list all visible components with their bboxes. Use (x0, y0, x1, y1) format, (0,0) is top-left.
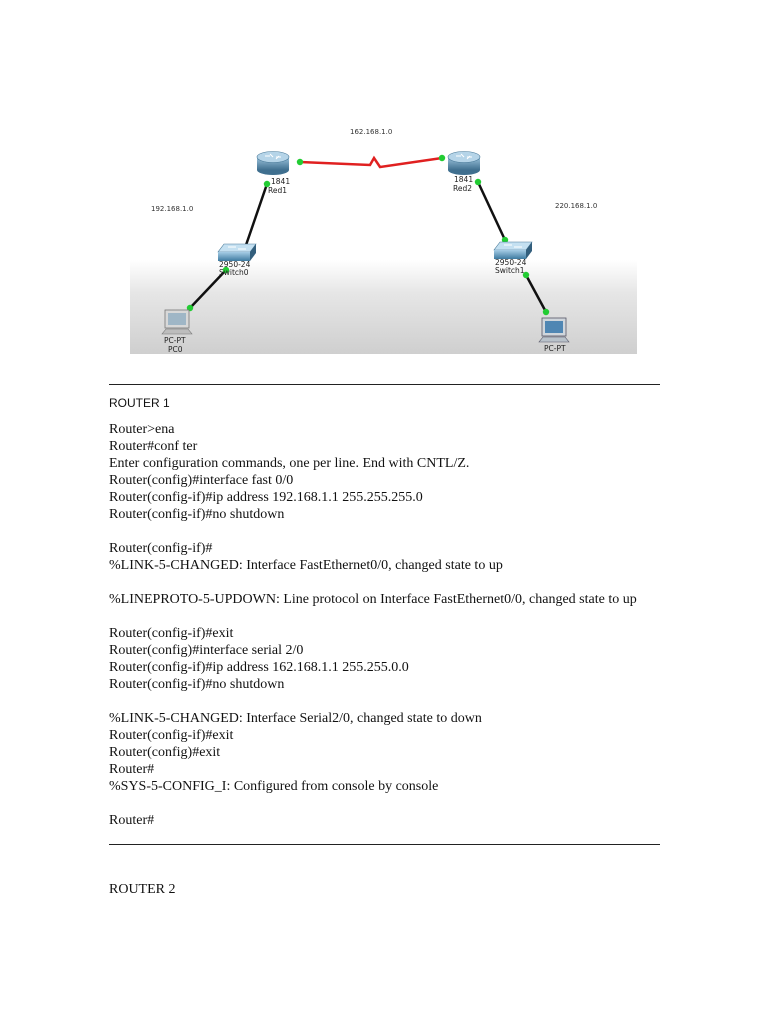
console-line: Router(config)#exit (109, 745, 221, 760)
pc0-name-label: PC0 (168, 345, 183, 354)
console-line: %LINK-5-CHANGED: Interface Serial2/0, changed state to down (109, 711, 482, 726)
network-label-right: 220.168.1.0 (555, 202, 598, 210)
console-line: Enter configuration commands, one per line. End with CNTL/Z. (109, 456, 470, 471)
ethernet-link-router1-switch0 (245, 184, 267, 248)
router-icon[interactable] (448, 152, 480, 176)
console-line (109, 608, 649, 625)
pc1-model-label: PC-PT (544, 344, 566, 353)
router-icon[interactable] (257, 152, 289, 176)
console-line: Router(config)#interface serial 2/0 (109, 643, 304, 658)
serial-link (300, 158, 442, 167)
switch0-model-label: 2950-24 (219, 260, 251, 269)
horizontal-rule (109, 384, 660, 385)
console-line (109, 523, 649, 540)
console-line: %LINK-5-CHANGED: Interface FastEthernet0/0, changed state to up (109, 558, 503, 573)
console-line: Router(config-if)#no shutdown (109, 507, 285, 522)
console-line: Router# (109, 813, 155, 828)
network-topology-diagram (130, 112, 637, 354)
switch1-model-label: 2950-24 (495, 258, 527, 267)
router-1-console-output (109, 421, 649, 829)
console-line: %SYS-5-CONFIG_I: Configured from console by console (109, 779, 439, 794)
pc0-model-label: PC-PT (164, 336, 186, 345)
console-line (109, 693, 649, 710)
console-line: Router(config-if)# (109, 541, 213, 556)
router2-name-label: Red2 (453, 184, 473, 193)
network-label-wan: 162.168.1.0 (350, 128, 393, 136)
switch1-name-label: Switch1 (495, 266, 525, 275)
switch-icon[interactable] (218, 244, 256, 261)
pc-icon[interactable] (162, 310, 192, 334)
console-line: Router>ena (109, 422, 175, 437)
section-heading-router-2: ROUTER 2 (109, 882, 176, 897)
console-line (109, 574, 649, 591)
console-line (109, 795, 649, 812)
topology-svg (130, 112, 637, 354)
section-heading-router-1: ROUTER 1 (109, 396, 170, 410)
console-line: Router# (109, 762, 155, 777)
router2-model-label: 1841 (454, 175, 474, 184)
network-label-left: 192.168.1.0 (151, 205, 194, 213)
console-line: Router(config)#interface fast 0/0 (109, 473, 294, 488)
router1-model-label: 1841 (271, 177, 291, 186)
console-line: Router(config-if)#ip address 162.168.1.1 255.255.0.0 (109, 660, 409, 675)
horizontal-rule (109, 844, 660, 845)
router1-name-label: Red1 (268, 186, 288, 195)
console-line: Router(config-if)#no shutdown (109, 677, 285, 692)
console-line: Router#conf ter (109, 439, 198, 454)
console-line: Router(config-if)#exit (109, 728, 234, 743)
console-line: Router(config-if)#exit (109, 626, 234, 641)
console-line: Router(config-if)#ip address 192.168.1.1 255.255.255.0 (109, 490, 423, 505)
pc-icon[interactable] (539, 318, 569, 342)
ethernet-link-router2-switch1 (478, 182, 505, 240)
switch-icon[interactable] (494, 242, 532, 259)
switch0-name-label: Switch0 (219, 268, 249, 277)
console-line: %LINEPROTO-5-UPDOWN: Line protocol on Interface FastEthernet0/0, changed state to up (109, 592, 637, 607)
